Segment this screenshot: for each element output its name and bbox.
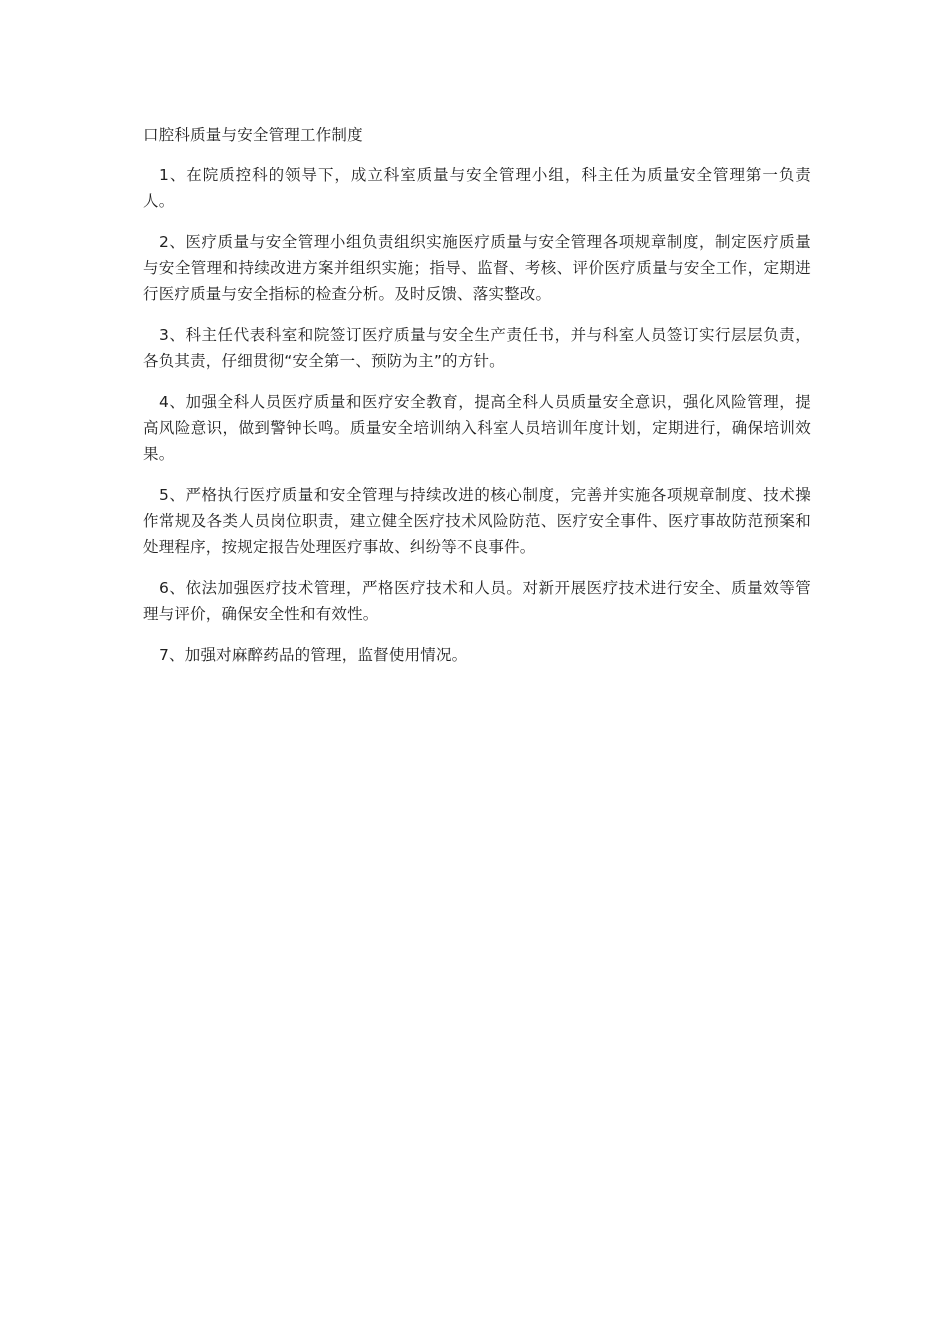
document-body: [143, 122, 811, 683]
document-title: 口腔科质量与安全管理工作制度: [143, 126, 363, 144]
paragraph-3: 3、科主任代表科室和院签订医疗质量与安全生产责任书，并与科室人员签订实行层层负责，各负其责，仔细贯彻“安全第一、预防为主”的方针。: [143, 326, 811, 370]
paragraph-5: 5、严格执行医疗质量和安全管理与持续改进的核心制度，完善并实施各项规章制度、技术操作常规及各类人员岗位职责，建立健全医疗技术风险防范、医疗安全事件、医疗事故防范预案和处理程序，按规定报告处理医疗事故、纠纷等不良事件。: [143, 486, 811, 556]
paragraph-7: 7、加强对麻醉药品的管理，监督使用情况。: [159, 646, 468, 664]
paragraph-4: 4、加强全科人员医疗质量和医疗安全教育，提高全科人员质量安全意识，强化风险管理，提高风险意识，做到警钟长鸣。质量安全培训纳入科室人员培训年度计划，定期进行，确保培训效果。: [143, 393, 811, 463]
paragraph-2: 2、医疗质量与安全管理小组负责组织实施医疗质量与安全管理各项规章制度，制定医疗质量与安全管理和持续改进方案并组织实施；指导、监督、考核、评价医疗质量与安全工作，定期进行医疗质量与安全指标的检查分析。及时反馈、落实整改。: [143, 233, 811, 303]
paragraph-6: 6、依法加强医疗技术管理，严格医疗技术和人员。对新开展医疗技术进行安全、质量效等管理与评价，确保安全性和有效性。: [143, 579, 811, 623]
paragraph-1: 1、在院质控科的领导下，成立科室质量与安全管理小组，科主任为质量安全管理第一负责人。: [143, 166, 811, 210]
